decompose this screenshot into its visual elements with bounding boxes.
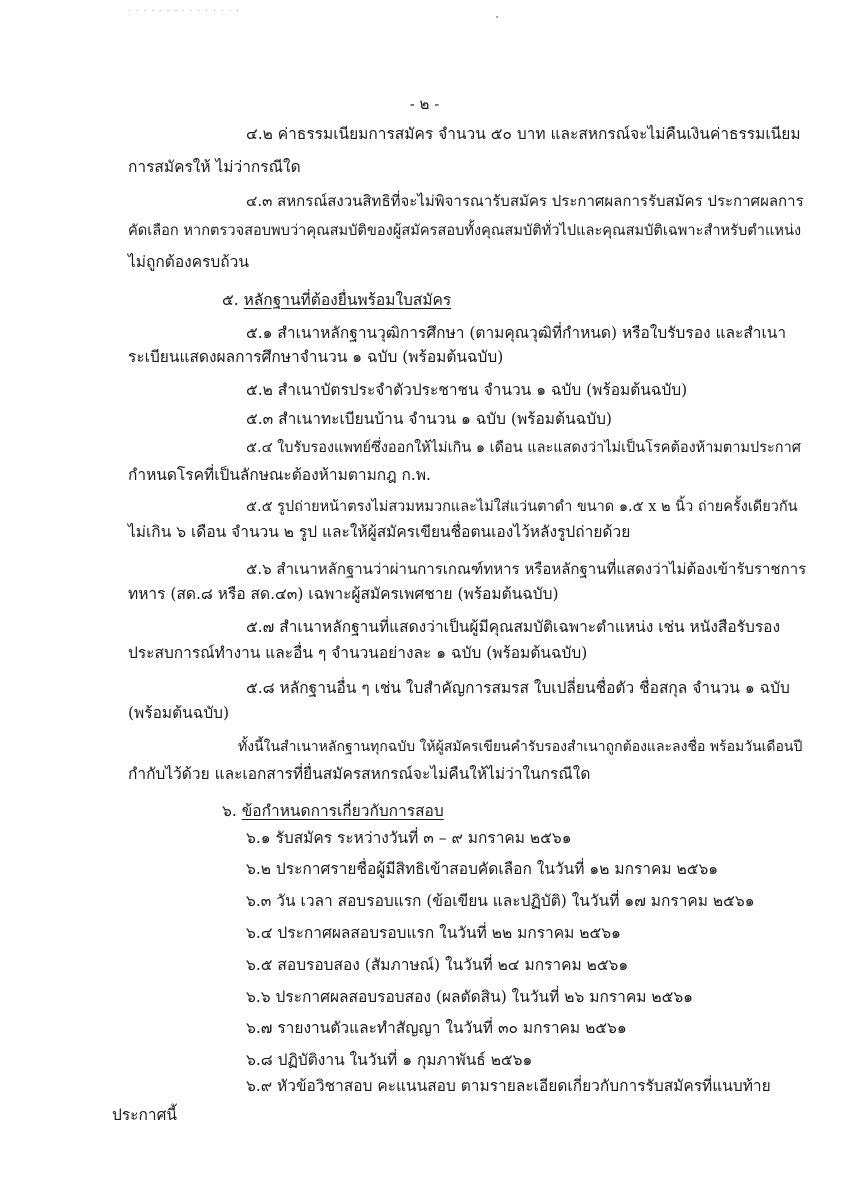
item-4-2-line2: การสมัครให้ ไม่ว่ากรณีใด [128, 158, 301, 176]
section-6-heading [222, 801, 444, 821]
item-5-3: ๕.๓ สำเนาทะเบียนบ้าน จำนวน ๑ ฉบับ (พร้อมต้นฉบับ) [246, 410, 612, 428]
item-5-8-line2: (พร้อมต้นฉบับ) [128, 704, 230, 722]
note-line1: ทั้งนี้ในสำเนาหลักฐานทุกฉบับ ให้ผู้สมัครเขียนคำรับรองสำเนาถูกต้องและลงชื่อ พร้อมวันเดือนปี [238, 739, 803, 755]
section-5-title: หลักฐานที่ต้องยื่นพร้อมใบสมัคร [243, 291, 452, 309]
item-5-7-line1: ๕.๗ สำเนาหลักฐานที่แสดงว่าเป็นผู้มีคุณสมบัติเฉพาะตำแหน่ง เช่น หนังสือรับรอง [246, 618, 781, 636]
item-5-4-line1: ๕.๔ ใบรับรองแพทย์ซึ่งออกให้ไม่เกิน ๑ เดือน และแสดงว่าไม่เป็นโรคต้องห้ามตามประกาศ [246, 440, 801, 456]
item-6-2: ๖.๒ ประกาศรายชื่อผู้มีสิทธิเข้าสอบคัดเลือก ในวันที่ ๑๒ มกราคม ๒๕๖๑ [246, 860, 719, 878]
item-6-9-line1: ๖.๙ หัวข้อวิชาสอบ คะแนนสอบ ตามรายละเอียดเกี่ยวกับการรับสมัครที่แนบท้าย [246, 1077, 771, 1095]
item-6-3: ๖.๓ วัน เวลา สอบรอบแรก (ข้อเขียน และปฏิบัติ) ในวันที่ ๑๗ มกราคม ๒๕๖๑ [246, 892, 755, 910]
section-5-heading [222, 290, 451, 310]
page-number: - ๒ - [409, 95, 440, 113]
scan-speck [496, 16, 498, 18]
item-5-1-line1: ๕.๑ สำเนาหลักฐานวุฒิการศึกษา (ตามคุณวุฒิที่กำหนด) หรือใบรับรอง และสำเนา [246, 324, 787, 342]
item-4-3-line3: ไม่ถูกต้องครบถ้วน [128, 253, 249, 271]
note-line2: กำกับไว้ด้วย และเอกสารที่ยื่นสมัครสหกรณ์จะไม่คืนให้ไม่ว่าในกรณีใด [128, 765, 591, 783]
section-5-number: ๕. [222, 291, 244, 309]
item-5-8-line1: ๕.๘ หลักฐานอื่น ๆ เช่น ใบสำคัญการสมรส ใบเปลี่ยนชื่อตัว ชื่อสกุล จำนวน ๑ ฉบับ [246, 679, 790, 697]
item-5-2: ๕.๒ สำเนาบัตรประจำตัวประชาชน จำนวน ๑ ฉบับ (พร้อมต้นฉบับ) [246, 381, 688, 399]
item-4-2-line1: ๔.๒ ค่าธรรมเนียมการสมัคร จำนวน ๕๐ บาท และสหกรณ์จะไม่คืนเงินค่าธรรมเนียม [246, 125, 801, 143]
item-6-4: ๖.๔ ประกาศผลสอบรอบแรก ในวันที่ ๒๒ มกราคม ๒๕๖๑ [246, 924, 621, 942]
section-6-number: ๖. [222, 802, 242, 820]
item-6-9-line2: ประกาศนี้ [112, 1106, 178, 1124]
item-5-6-line1: ๕.๖ สำเนาหลักฐานว่าผ่านการเกณฑ์ทหาร หรือหลักฐานที่แสดงว่าไม่ต้องเข้ารับราชการ [246, 560, 807, 578]
item-5-6-line2: ทหาร (สด.๘ หรือ สด.๔๓) เฉพาะผู้สมัครเพศชาย (พร้อมต้นฉบับ) [128, 585, 559, 603]
item-5-5-line2: ไม่เกิน ๖ เดือน จำนวน ๒ รูป และให้ผู้สมัครเขียนชื่อตนเองไว้หลังรูปถ่ายด้วย [128, 523, 631, 541]
item-5-1-line2: ระเบียนแสดงผลการศึกษาจำนวน ๑ ฉบับ (พร้อมต้นฉบับ) [128, 348, 504, 366]
item-6-7: ๖.๗ รายงานตัวและทำสัญญา ในวันที่ ๓๐ มกราคม ๒๕๖๑ [246, 1019, 627, 1037]
item-4-3-line2: คัดเลือก หากตรวจสอบพบว่าคุณสมบัติของผู้สมัครสอบทั้งคุณสมบัติทั่วไปและคุณสมบัติเฉพาะสำหรับตำแหน่ง [128, 222, 802, 239]
scan-artifact: . . . . . . . . . . . . . . . [128, 4, 240, 14]
item-5-7-line2: ประสบการณ์ทำงาน และอื่น ๆ จำนวนอย่างละ ๑ ฉบับ (พร้อมต้นฉบับ) [128, 644, 588, 662]
item-6-6: ๖.๖ ประกาศผลสอบรอบสอง (ผลตัดสิน) ในวันที่ ๒๖ มกราคม ๒๕๖๑ [246, 988, 694, 1006]
item-4-3-line1: ๔.๓ สหกรณ์สงวนสิทธิที่จะไม่พิจารณารับสมัคร ประกาศผลการรับสมัคร ประกาศผลการ [246, 192, 804, 210]
item-5-4-line2: กำหนดโรคที่เป็นลักษณะต้องห้ามตามกฎ ก.พ. [128, 466, 431, 484]
item-6-1: ๖.๑ รับสมัคร ระหว่างวันที่ ๓ – ๙ มกราคม ๒๕๖๑ [246, 829, 572, 847]
item-6-8: ๖.๘ ปฏิบัติงาน ในวันที่ ๑ กุมภาพันธ์ ๒๕๖๑ [246, 1051, 533, 1069]
section-6-title: ข้อกำหนดการเกี่ยวกับการสอบ [241, 802, 444, 820]
item-6-5: ๖.๕ สอบรอบสอง (สัมภาษณ์) ในวันที่ ๒๔ มกราคม ๒๕๖๑ [246, 956, 629, 974]
item-5-5-line1: ๕.๕ รูปถ่ายหน้าตรงไม่สวมหมวกและไม่ใส่แว่นตาดำ ขนาด ๑.๕ x ๒ นิ้ว ถ่ายครั้งเดียวกัน [246, 499, 798, 515]
